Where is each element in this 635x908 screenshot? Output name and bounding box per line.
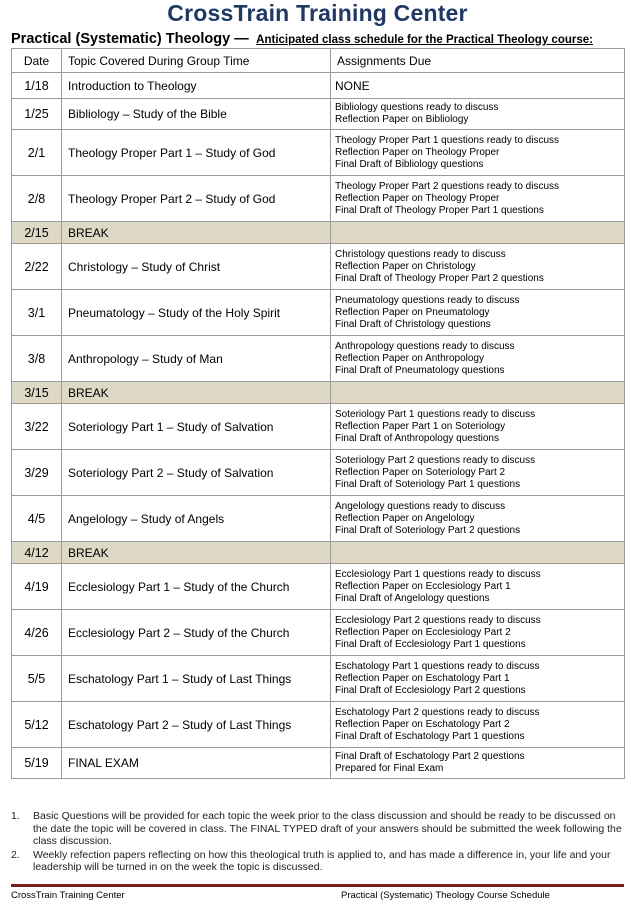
row-topic: Christology – Study of Christ (62, 244, 331, 290)
assignment-line: Final Draft of Theology Proper Part 2 questions (335, 272, 544, 284)
row-topic: Theology Proper Part 2 – Study of God (62, 176, 331, 222)
row-date: 4/5 (12, 496, 62, 542)
assignment-line: Reflection Paper on Eschatology Part 1 (335, 672, 510, 684)
row-date: 2/8 (12, 176, 62, 222)
assignment-line: Christology questions ready to discuss (335, 248, 506, 260)
row-assignments (331, 748, 625, 779)
row-topic: Eschatology Part 2 – Study of Last Things (62, 702, 331, 748)
row-assignments (331, 496, 625, 542)
table-row (12, 244, 625, 290)
table-row (12, 130, 625, 176)
assignment-line: Bibliology questions ready to discuss (335, 102, 499, 113)
assignment-line: Reflection Paper on Angelology (335, 512, 475, 524)
assignment-line: Reflection Paper on Pneumatology (335, 306, 490, 318)
row-assignments (331, 290, 625, 336)
assignment-line: Angelology questions ready to discuss (335, 500, 506, 512)
row-topic: Pneumatology – Study of the Holy Spirit (62, 290, 331, 336)
row-topic: Introduction to Theology (62, 73, 331, 99)
row-assignments (331, 404, 625, 450)
assignment-line: Reflection Paper Part 1 on Soteriology (335, 420, 506, 432)
assignment-line: Final Draft of Eschatology Part 2 questions (335, 751, 525, 762)
table-row (12, 73, 625, 99)
row-topic: Ecclesiology Part 1 – Study of the Church (62, 564, 331, 610)
row-date: 4/26 (12, 610, 62, 656)
table-row (12, 656, 625, 702)
assignment-line: Theology Proper Part 1 questions ready to discuss (335, 134, 560, 146)
note-text: Weekly refection papers reflecting on how this theological truth is applied to, and has made a difference in, your life and your leadership will be turned in on the week the topic is discussed. (33, 848, 611, 873)
note-number: 1. (11, 810, 20, 822)
assignment-line: Final Draft of Ecclesiology Part 2 questions (335, 684, 526, 696)
row-assignments (331, 336, 625, 382)
table-header-row (12, 49, 625, 73)
row-topic: Angelology – Study of Angels (62, 496, 331, 542)
table-row (12, 748, 625, 779)
row-date: 4/19 (12, 564, 62, 610)
row-topic: Soteriology Part 2 – Study of Salvation (62, 450, 331, 496)
row-date: 2/1 (12, 130, 62, 176)
row-date: 5/5 (12, 656, 62, 702)
row-assignments (331, 222, 625, 244)
footer-left-text: CrossTrain Training Center (11, 890, 125, 901)
row-date: 2/15 (12, 222, 62, 244)
assignment-line: Eschatology Part 1 questions ready to discuss (335, 660, 540, 672)
row-date: 5/19 (12, 748, 62, 779)
table-row (12, 610, 625, 656)
course-name: Practical (Systematic) Theology — (11, 31, 249, 47)
table-row (12, 382, 625, 404)
schedule-table (11, 48, 625, 779)
table-row (12, 336, 625, 382)
table-row (12, 99, 625, 130)
assignment-line: Reflection Paper on Ecclesiology Part 2 (335, 626, 511, 638)
assignment-line: Anthropology questions ready to discuss (335, 340, 515, 352)
row-assignments (331, 176, 625, 222)
row-date: 5/12 (12, 702, 62, 748)
assignment-line: Reflection Paper on Soteriology Part 2 (335, 466, 506, 478)
assignment-line: Reflection Paper on Theology Proper (335, 146, 500, 158)
assignment-line: Reflection Paper on Bibliology (335, 114, 469, 125)
row-topic: Anthropology – Study of Man (62, 336, 331, 382)
row-assignments (331, 73, 625, 99)
row-date: 3/8 (12, 336, 62, 382)
schedule-caption: Anticipated class schedule for the Practical Theology course: (256, 34, 593, 46)
assignment-line: Ecclesiology Part 1 questions ready to discuss (335, 568, 541, 580)
assignment-line: Ecclesiology Part 2 questions ready to discuss (335, 614, 541, 626)
table-row (12, 542, 625, 564)
assignment-line: Theology Proper Part 2 questions ready to discuss (335, 180, 560, 192)
row-topic: Theology Proper Part 1 – Study of God (62, 130, 331, 176)
assignment-line: Final Draft of Eschatology Part 1 questions (335, 730, 525, 742)
header-assignments: Assignments Due (331, 49, 625, 73)
row-assignments (331, 99, 625, 130)
note-number: 2. (11, 848, 20, 861)
note-item (11, 810, 623, 848)
table-row (12, 176, 625, 222)
row-assignments (331, 656, 625, 702)
footer-right-text: Practical (Systematic) Theology Course Schedule (341, 890, 550, 901)
row-assignments (331, 542, 625, 564)
row-topic: Soteriology Part 1 – Study of Salvation (62, 404, 331, 450)
assignment-line: Reflection Paper on Ecclesiology Part 1 (335, 580, 511, 592)
assignment-line: Final Draft of Angelology questions (335, 592, 490, 604)
assignment-line: Final Draft of Anthropology questions (335, 432, 499, 444)
row-date: 4/12 (12, 542, 62, 564)
row-topic: BREAK (62, 542, 331, 564)
row-date: 3/1 (12, 290, 62, 336)
document-title: CrossTrain Training Center (167, 0, 468, 26)
row-assignments (331, 382, 625, 404)
table-row (12, 450, 625, 496)
table-row (12, 564, 625, 610)
assignment-line: NONE (335, 78, 370, 93)
assignment-line: Soteriology Part 1 questions ready to discuss (335, 408, 536, 420)
assignment-line: Final Draft of Bibliology questions (335, 158, 484, 170)
row-topic: FINAL EXAM (62, 748, 331, 779)
assignment-line: Final Draft of Ecclesiology Part 1 questions (335, 638, 526, 650)
document-subtitle (11, 30, 631, 49)
assignment-line: Reflection Paper on Theology Proper (335, 192, 500, 204)
notes-list (11, 810, 623, 875)
table-row (12, 496, 625, 542)
schedule-rows (12, 73, 625, 779)
table-row (12, 702, 625, 748)
assignment-line: Reflection Paper on Christology (335, 260, 476, 272)
assignment-line: Prepared for Final Exam (335, 763, 444, 774)
assignment-line: Pneumatology questions ready to discuss (335, 294, 520, 306)
row-topic: Eschatology Part 1 – Study of Last Things (62, 656, 331, 702)
row-assignments (331, 450, 625, 496)
row-assignments (331, 564, 625, 610)
note-item (11, 849, 623, 874)
row-topic: BREAK (62, 382, 331, 404)
row-assignments (331, 130, 625, 176)
row-date: 1/25 (12, 99, 62, 130)
assignment-line: Final Draft of Theology Proper Part 1 questions (335, 204, 544, 216)
assignment-line: Reflection Paper on Anthropology (335, 352, 484, 364)
assignment-line: Final Draft of Christology questions (335, 318, 491, 330)
row-topic: BREAK (62, 222, 331, 244)
row-date: 2/22 (12, 244, 62, 290)
assignment-line: Final Draft of Soteriology Part 1 questions (335, 478, 521, 490)
row-date: 3/29 (12, 450, 62, 496)
assignment-line: Soteriology Part 2 questions ready to discuss (335, 454, 536, 466)
row-topic: Bibliology – Study of the Bible (62, 99, 331, 130)
assignment-line: Final Draft of Pneumatology questions (335, 364, 505, 376)
row-assignments (331, 610, 625, 656)
row-date: 3/22 (12, 404, 62, 450)
table-row (12, 404, 625, 450)
row-assignments (331, 244, 625, 290)
footer-divider (11, 884, 624, 887)
assignment-line: Reflection Paper on Eschatology Part 2 (335, 718, 510, 730)
row-assignments (331, 702, 625, 748)
row-date: 3/15 (12, 382, 62, 404)
assignment-line: Eschatology Part 2 questions ready to discuss (335, 706, 540, 718)
header-date: Date (12, 49, 62, 73)
row-topic: Ecclesiology Part 2 – Study of the Church (62, 610, 331, 656)
assignment-line: Final Draft of Soteriology Part 2 questions (335, 524, 521, 536)
table-row (12, 222, 625, 244)
note-text: Basic Questions will be provided for each topic the week prior to the class discussion and should be ready to be discussed on the date the topic will be covered in class. The FINAL TYPED draft of your answers should be submitted the week following the class discussion. (33, 810, 622, 847)
row-date: 1/18 (12, 73, 62, 99)
table-row (12, 290, 625, 336)
header-topic: Topic Covered During Group Time (62, 49, 331, 73)
